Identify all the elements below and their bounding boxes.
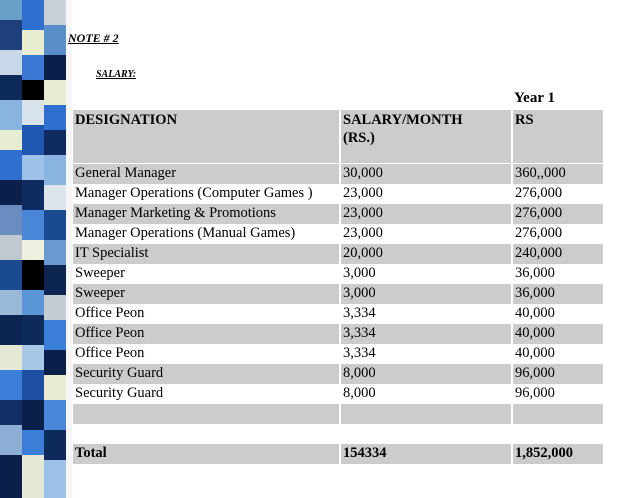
monthly-salary-cell: 3,334	[343, 345, 376, 361]
annual-salary-cell: 36,000	[513, 284, 603, 304]
designation-cell: Office Peon	[75, 305, 145, 321]
header-currency: RS	[513, 110, 603, 147]
monthly-salary-cell: 23,000	[341, 204, 511, 224]
monthly-salary-cell: 8,000	[341, 364, 511, 384]
monthly-salary-cell: 23,000	[343, 185, 383, 201]
annual-salary-cell: 96,000	[513, 364, 603, 384]
table-row	[73, 264, 603, 284]
annual-salary-cell: 40,000	[515, 305, 555, 321]
designation-cell: Office Peon	[75, 345, 145, 361]
table-row	[73, 204, 603, 224]
designation-cell: Security Guard	[75, 385, 164, 401]
annual-salary-cell: 240,000	[513, 244, 603, 264]
header-salary-month-line2: (RS.)	[343, 130, 375, 146]
section-title: SALARY:	[96, 69, 137, 80]
table-row	[73, 364, 603, 384]
annual-salary-cell: 96,000	[515, 385, 555, 401]
designation-cell: Office Peon	[73, 324, 339, 344]
total-annual: 1,852,000	[513, 444, 603, 464]
monthly-salary-cell: 3,000	[341, 284, 511, 304]
designation-cell: Manager Operations (Computer Games )	[75, 185, 313, 201]
spacer-row	[73, 147, 603, 163]
note-title: NOTE # 2	[68, 31, 119, 45]
monthly-salary-cell: 3,334	[341, 324, 511, 344]
table-row	[73, 164, 603, 184]
table-row	[73, 304, 603, 324]
designation-cell: General Manager	[73, 164, 339, 184]
total-monthly: 154334	[341, 444, 511, 464]
table-row	[73, 344, 603, 364]
monthly-salary-cell: 3,000	[343, 265, 376, 281]
table-row	[73, 224, 603, 244]
header-salary-month-line1: SALARY/MONTH	[343, 112, 463, 128]
total-row	[73, 444, 603, 464]
annual-salary-cell: 36,000	[515, 265, 555, 281]
annual-salary-cell: 360,,000	[513, 164, 603, 184]
designation-cell: Manager Marketing & Promotions	[73, 204, 339, 224]
annual-salary-cell: 276,000	[515, 185, 563, 201]
designation-cell: IT Specialist	[73, 244, 339, 264]
table-row	[73, 184, 603, 204]
annual-salary-cell: 276,000	[515, 225, 563, 241]
annual-salary-cell: 276,000	[513, 204, 603, 224]
table-row	[73, 244, 603, 264]
monthly-salary-cell: 3,334	[343, 305, 376, 321]
designation-cell: Sweeper	[75, 265, 125, 281]
annual-salary-cell: 40,000	[513, 324, 603, 344]
total-label: Total	[73, 444, 339, 464]
header-salary-month	[341, 110, 511, 147]
monthly-salary-cell: 20,000	[341, 244, 511, 264]
designation-cell: Security Guard	[73, 364, 339, 384]
annual-salary-cell: 40,000	[515, 345, 555, 361]
decorative-sidebar-pattern	[0, 0, 72, 498]
designation-cell: Manager Operations (Manual Games)	[75, 225, 296, 241]
monthly-salary-cell: 8,000	[343, 385, 376, 401]
monthly-salary-cell: 30,000	[341, 164, 511, 184]
year-label: Year 1	[514, 90, 555, 106]
table-row	[73, 384, 603, 404]
table-row	[73, 284, 603, 304]
designation-cell: Sweeper	[73, 284, 339, 304]
monthly-salary-cell: 23,000	[343, 225, 383, 241]
spacer-row	[73, 404, 603, 424]
table-header-row	[73, 110, 603, 147]
table-row	[73, 324, 603, 344]
header-designation: DESIGNATION	[73, 110, 339, 147]
